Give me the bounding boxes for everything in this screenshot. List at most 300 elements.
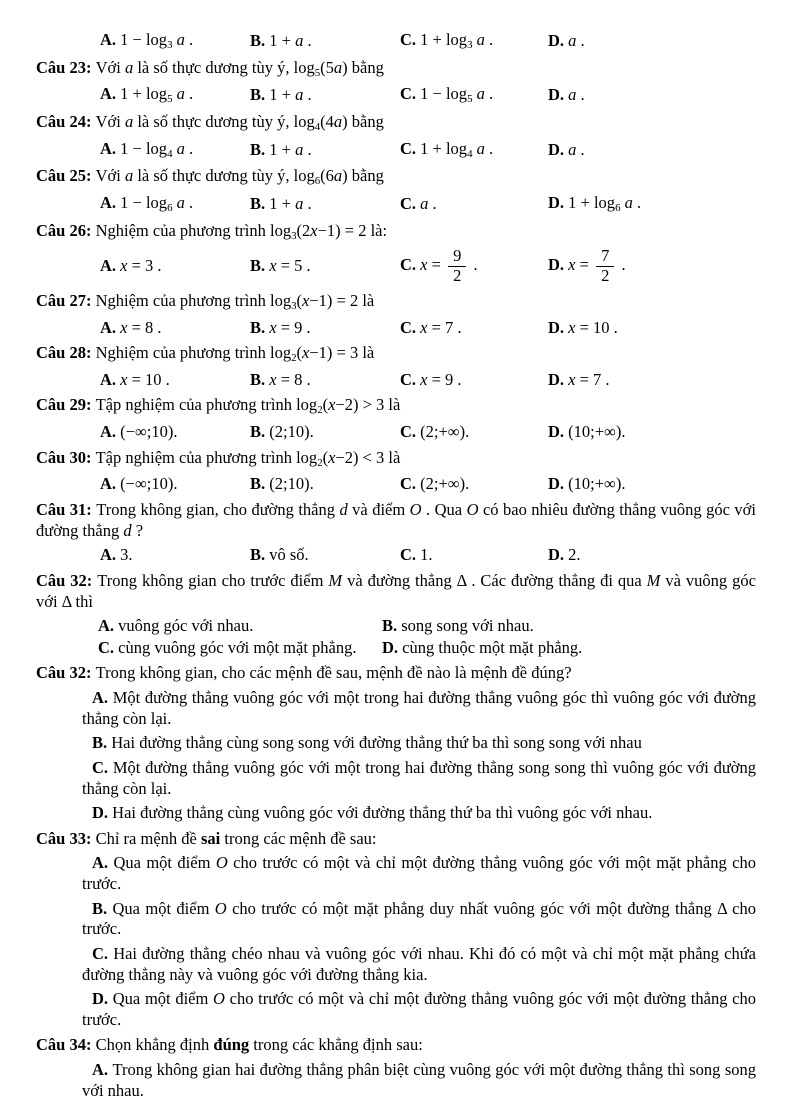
math-variable: x	[568, 317, 576, 337]
text-run: và vuông góc với Δ thì	[36, 570, 756, 611]
text-run: 1 − log	[120, 192, 168, 212]
text-run: .	[632, 192, 642, 212]
option-b	[250, 85, 400, 106]
text-run: Hai đường thẳng cùng vuông góc với đường thẳng thứ ba thì vuông góc với nhau.	[112, 803, 653, 823]
option-letter: D.	[548, 474, 569, 494]
option-letter: D.	[548, 255, 569, 275]
math-variable: d	[123, 520, 132, 540]
subscript: 3	[167, 39, 173, 52]
options-row	[100, 370, 756, 391]
math-variable: M	[328, 570, 343, 590]
fraction-numerator: 9	[448, 248, 466, 267]
math-variable: a	[124, 166, 134, 186]
option-c	[400, 84, 548, 107]
question-number: Câu 25:	[36, 166, 96, 186]
question-26	[36, 221, 756, 286]
option-a	[100, 256, 250, 277]
option-b	[250, 545, 400, 566]
text-run: 1 + log	[568, 192, 616, 212]
option-letter: D.	[382, 637, 403, 657]
option-c	[400, 139, 548, 162]
text-run: Qua một điểm	[112, 989, 214, 1009]
question-number: Câu 26:	[36, 220, 96, 240]
fraction	[596, 248, 614, 285]
text-run: vô số.	[269, 545, 309, 565]
text-run: và đường thẳng Δ . Các đường thẳng đi qua	[342, 570, 647, 590]
option-letter: B.	[250, 139, 270, 159]
question-number: Câu 34:	[36, 1035, 96, 1055]
option-a	[98, 616, 382, 637]
text-run: (4	[320, 111, 334, 131]
text-run: = 5 .	[276, 256, 311, 276]
question-32-2	[36, 663, 756, 823]
text-run: .	[184, 192, 194, 212]
question-29	[36, 395, 756, 442]
math-variable: a	[568, 85, 577, 105]
subscript: 3	[291, 299, 297, 312]
option-a	[100, 139, 250, 162]
math-variable: a	[172, 192, 185, 212]
question-32	[36, 571, 756, 659]
text-run: Một đường thẳng vuông góc với một trong hai đường thẳng vuông góc thì vuông góc với đường thẳng còn lại.	[82, 688, 756, 728]
text-run: và điểm	[347, 500, 410, 520]
option-letter: C.	[400, 255, 421, 275]
text-run: =	[427, 255, 446, 275]
option-c	[82, 758, 756, 799]
text-run: .	[576, 85, 585, 105]
option-letter: D.	[548, 317, 569, 337]
option-b	[250, 140, 400, 161]
text-run: Một đường thẳng vuông góc với một trong hai đường thẳng song song thì vuông góc với đường thẳng còn lại.	[82, 757, 757, 798]
text-run: Trong không gian, cho các mệnh đề sau, mệnh đề nào là mệnh đề đúng?	[95, 663, 572, 683]
math-variable: O	[215, 853, 228, 873]
question-number: Câu 23:	[36, 57, 96, 77]
option-letter: A.	[92, 1060, 113, 1080]
text-run: (2;10).	[269, 474, 314, 494]
question-stem	[36, 571, 756, 612]
question-24	[36, 112, 756, 161]
options-row	[100, 139, 756, 162]
text-run: .	[184, 84, 194, 104]
text-run: (−∞;10).	[120, 474, 178, 494]
option-d	[548, 318, 756, 339]
option-d	[82, 803, 756, 824]
option-letter: C.	[400, 369, 421, 389]
math-variable: a	[333, 166, 343, 186]
text-run: (10;+∞).	[568, 474, 626, 494]
text-run: (2;+∞).	[420, 422, 470, 442]
text-run: .	[428, 193, 437, 213]
text-run: 1 − log	[420, 84, 468, 104]
text-run: .	[617, 255, 626, 275]
option-letter: C.	[400, 138, 421, 158]
question-stem	[36, 291, 756, 314]
math-variable: a	[124, 57, 134, 77]
subscript: 3	[291, 229, 297, 242]
fraction-denominator: 2	[601, 266, 610, 286]
text-run: (10;+∞).	[568, 422, 626, 442]
option-letter: D.	[548, 85, 569, 105]
math-variable: a	[172, 84, 185, 104]
question-34	[36, 1035, 756, 1101]
option-c	[400, 247, 548, 286]
option-b	[382, 616, 756, 637]
math-variable: a	[172, 30, 185, 49]
text-run: (5	[320, 57, 334, 77]
text-run: cho trước có một và chỉ một đường thẳng vuông góc với một mặt phẳng cho trước.	[82, 853, 756, 894]
option-letter: A.	[100, 138, 121, 158]
option-a	[100, 30, 250, 53]
question-31	[36, 500, 756, 566]
text-run: −1) = 2 là:	[317, 220, 388, 240]
option-c	[400, 422, 548, 443]
text-run: song song với nhau.	[401, 616, 534, 636]
text-run: ?	[131, 520, 144, 540]
option-c	[98, 638, 382, 659]
text-run: Nghiệm của phương trình log	[95, 290, 292, 310]
text-run: Với	[95, 166, 125, 186]
options-row	[100, 545, 756, 566]
option-letter: C.	[98, 637, 119, 657]
option-letter: D.	[548, 192, 569, 212]
math-variable: O	[466, 500, 479, 520]
text-run: 1 − log	[120, 30, 168, 49]
option-letter: B.	[250, 369, 270, 389]
question-number: Câu 32:	[36, 570, 98, 590]
math-variable: x	[302, 343, 310, 363]
math-variable: a	[295, 139, 304, 159]
text-run: Chọn khẳng định	[95, 1035, 214, 1055]
option-a	[100, 545, 250, 566]
text-run: = 9 .	[427, 369, 462, 389]
math-variable: O	[214, 898, 227, 918]
text-run: 1.	[420, 545, 433, 565]
question-number: Câu 33:	[36, 828, 96, 848]
text-run: cho trước có một và chỉ một đường thẳng vuông góc với một đường thẳng cho trước.	[82, 989, 756, 1029]
option-a	[82, 1060, 756, 1101]
text-run: =	[575, 255, 594, 275]
fraction	[448, 248, 466, 285]
text-run: Nghiệm của phương trình log	[95, 343, 292, 363]
option-letter: B.	[92, 898, 113, 918]
text-run: .	[484, 84, 494, 104]
text-run: .	[303, 31, 312, 51]
question-23	[36, 58, 756, 107]
question-number: Câu 28:	[36, 343, 96, 363]
text-run: cùng vuông góc với một mặt phẳng.	[118, 637, 357, 657]
option-c	[400, 545, 548, 566]
subscript: 4	[467, 147, 473, 160]
option-letter: A.	[100, 474, 121, 494]
text-run: 1 +	[269, 31, 296, 51]
option-a	[82, 853, 756, 894]
text-run: Với	[95, 111, 125, 131]
subscript: 5	[167, 93, 173, 106]
math-variable: a	[295, 85, 304, 105]
option-letter: C.	[92, 757, 113, 777]
option-letter: C.	[400, 30, 421, 49]
option-letter: C.	[400, 474, 421, 494]
math-variable: O	[409, 500, 422, 520]
text-run: (	[322, 395, 329, 415]
option-letter: A.	[100, 84, 121, 104]
text-run: −1) = 2 là	[309, 290, 375, 310]
question-stem	[36, 221, 756, 244]
subscript: 6	[615, 201, 621, 214]
option-b	[250, 474, 400, 495]
math-variable: O	[213, 989, 225, 1009]
question-25	[36, 166, 756, 215]
math-variable: a	[295, 31, 304, 51]
option-d	[548, 193, 756, 216]
option-c	[400, 30, 548, 53]
text-run: (6	[320, 166, 334, 186]
question-33	[36, 829, 756, 1031]
option-a	[100, 474, 250, 495]
text-run: (2;+∞).	[420, 474, 470, 494]
option-d	[548, 85, 756, 106]
option-letter: B.	[250, 193, 270, 213]
option-a	[100, 422, 250, 443]
options-row	[100, 422, 756, 443]
math-variable: x	[269, 256, 277, 276]
text-run: Trong không gian hai đường thẳng phân biệt cùng vuông góc với một đường thẳng thì song song với nhau.	[82, 1060, 756, 1100]
text-run: Trong không gian cho trước điểm	[97, 570, 329, 590]
option-a	[82, 688, 756, 729]
option-d	[382, 638, 756, 659]
question-number: Câu 31:	[36, 500, 97, 520]
text-run: ) bằng	[342, 166, 384, 186]
text-run: = 10 .	[127, 369, 170, 389]
question-30	[36, 448, 756, 495]
question-stem	[36, 395, 756, 418]
options-row	[100, 193, 756, 216]
math-variable: a	[420, 193, 429, 213]
exam-questions	[36, 30, 756, 1101]
option-c	[400, 194, 548, 215]
text-run: −1) = 3 là	[309, 343, 375, 363]
text-run: là số thực dương tùy ý, log	[133, 111, 315, 131]
option-b	[250, 422, 400, 443]
math-variable: a	[620, 192, 633, 212]
math-variable: x	[310, 220, 318, 240]
text-run: .	[484, 138, 494, 158]
options-row	[100, 474, 756, 495]
text-run: cùng thuộc một mặt phẳng.	[402, 637, 583, 657]
text-run: Hai đường thẳng chéo nhau và vuông góc với nhau. Khi đó có một và chỉ một mặt phẳng chứa đường thẳng này và vuông góc với đường thẳng kia.	[82, 943, 757, 984]
text-run: . Qua	[421, 500, 467, 520]
options-grid	[98, 616, 756, 658]
question-stem	[36, 166, 756, 189]
question-stem	[36, 58, 756, 81]
option-b	[250, 194, 400, 215]
option-d	[548, 422, 756, 443]
subscript: 5	[467, 93, 473, 106]
text-run: Qua một điểm	[112, 898, 215, 918]
math-variable: d	[339, 500, 348, 520]
text-run: .	[576, 31, 585, 51]
text-run: −2) < 3 là	[335, 447, 401, 467]
option-letter: C.	[400, 84, 421, 104]
option-letter: D.	[548, 422, 569, 442]
option-c	[82, 944, 756, 985]
option-a	[100, 370, 250, 391]
text-run: ) bằng	[342, 57, 384, 77]
text-run: Nghiệm của phương trình log	[95, 220, 292, 240]
text-run: Hai đường thẳng cùng song song với đường thẳng thứ ba thì song song với nhau	[111, 733, 642, 753]
math-variable: x	[420, 317, 428, 337]
option-b	[82, 899, 756, 940]
math-variable: M	[646, 570, 661, 590]
text-run: 1 + log	[420, 30, 468, 49]
option-d	[548, 545, 756, 566]
bold-text: đúng	[213, 1035, 250, 1055]
option-letter: A.	[92, 853, 114, 873]
text-run: = 7 .	[575, 369, 610, 389]
option-d	[548, 370, 756, 391]
question-number: Câu 29:	[36, 395, 96, 415]
math-variable: x	[302, 290, 310, 310]
text-run: Tập nghiệm của phương trình log	[95, 447, 318, 467]
bold-text: sai	[200, 828, 221, 848]
math-variable: x	[420, 369, 428, 389]
subscript: 4	[314, 121, 321, 134]
question-27	[36, 291, 756, 338]
subscript: 6	[314, 175, 321, 188]
text-run: .	[184, 138, 194, 158]
options-row	[100, 318, 756, 339]
math-variable: x	[120, 317, 128, 337]
text-run: (	[296, 343, 303, 363]
option-letter: B.	[250, 545, 270, 565]
question-stem	[36, 112, 756, 135]
text-run: .	[303, 193, 312, 213]
math-variable: x	[269, 317, 277, 337]
text-run: vuông góc với nhau.	[118, 616, 254, 636]
math-variable: a	[472, 84, 485, 104]
option-letter: B.	[250, 422, 270, 442]
option-letter: C.	[400, 545, 421, 565]
option-c	[400, 474, 548, 495]
option-b	[250, 318, 400, 339]
text-run: .	[469, 255, 478, 275]
text-run: .	[484, 30, 494, 49]
text-run: .	[303, 85, 312, 105]
text-run: Tập nghiệm của phương trình log	[95, 395, 318, 415]
question-stem	[36, 500, 756, 541]
text-run: 1 − log	[120, 138, 168, 158]
text-run: trong các khẳng định sau:	[249, 1035, 423, 1055]
subscript: 2	[317, 456, 323, 469]
question-stem	[36, 448, 756, 471]
text-run: 1 +	[269, 193, 296, 213]
option-letter: B.	[250, 85, 270, 105]
math-variable: x	[120, 369, 128, 389]
option-letter: A.	[100, 30, 121, 49]
text-run: 1 + log	[420, 138, 468, 158]
option-a	[100, 84, 250, 107]
text-run: .	[184, 30, 194, 49]
text-run: Với	[95, 57, 125, 77]
question-stem	[36, 829, 756, 850]
text-run: 1 +	[269, 139, 296, 159]
text-run: là số thực dương tùy ý, log	[133, 57, 315, 77]
text-run: (−∞;10).	[120, 422, 178, 442]
options-row	[100, 247, 756, 286]
text-run: (	[322, 447, 329, 467]
text-run: (	[296, 290, 303, 310]
fraction-denominator: 2	[453, 266, 462, 286]
text-run: = 7 .	[427, 317, 462, 337]
option-letter: A.	[100, 422, 121, 442]
option-letter: B.	[250, 256, 270, 276]
option-b	[250, 31, 400, 52]
option-letter: C.	[400, 317, 421, 337]
text-run: = 3 .	[127, 256, 162, 276]
option-b	[250, 370, 400, 391]
math-variable: a	[333, 57, 343, 77]
text-run: = 10 .	[575, 317, 618, 337]
question-stem	[36, 663, 756, 684]
math-variable: a	[172, 138, 185, 158]
option-letter: A.	[100, 192, 121, 212]
math-variable: x	[568, 369, 576, 389]
subscript: 3	[467, 39, 473, 52]
text-run: Chỉ ra mệnh đề	[95, 828, 201, 848]
text-run: −2) > 3 là	[335, 395, 401, 415]
options-row	[100, 30, 756, 53]
text-run: = 9 .	[276, 317, 311, 337]
option-d	[82, 989, 756, 1030]
question-number: Câu 24:	[36, 111, 96, 131]
text-run: là số thực dương tùy ý, log	[133, 166, 315, 186]
option-b	[250, 256, 400, 277]
math-variable: a	[333, 111, 343, 131]
option-letter: C.	[92, 943, 114, 963]
subscript: 4	[167, 147, 173, 160]
option-d	[548, 31, 756, 52]
option-letter: A.	[100, 256, 121, 276]
option-a	[100, 193, 250, 216]
text-run: 1 + log	[120, 84, 168, 104]
option-letter: D.	[92, 989, 113, 1009]
option-letter: B.	[250, 474, 270, 494]
option-letter: D.	[548, 545, 569, 565]
option-d	[548, 140, 756, 161]
subscript: 2	[291, 352, 297, 365]
math-variable: x	[328, 395, 336, 415]
option-letter: A.	[92, 688, 113, 708]
question-stem	[36, 343, 756, 366]
option-letter: A.	[100, 545, 121, 565]
option-a	[100, 318, 250, 339]
text-run: trong các mệnh đề sau:	[220, 828, 377, 848]
text-run: (2	[296, 220, 311, 240]
math-variable: x	[568, 255, 576, 275]
option-letter: D.	[548, 31, 569, 51]
option-letter: C.	[400, 193, 421, 213]
question-28	[36, 343, 756, 390]
text-run: .	[576, 139, 585, 159]
math-variable: x	[269, 369, 277, 389]
option-letter: D.	[548, 139, 569, 159]
text-run: 3.	[120, 545, 133, 565]
question-stem	[36, 1035, 756, 1056]
question-number: Câu 27:	[36, 290, 96, 310]
question-continuation	[36, 30, 756, 53]
text-run: (2;10).	[269, 422, 314, 442]
text-run: Trong không gian, cho đường thẳng	[96, 500, 340, 520]
